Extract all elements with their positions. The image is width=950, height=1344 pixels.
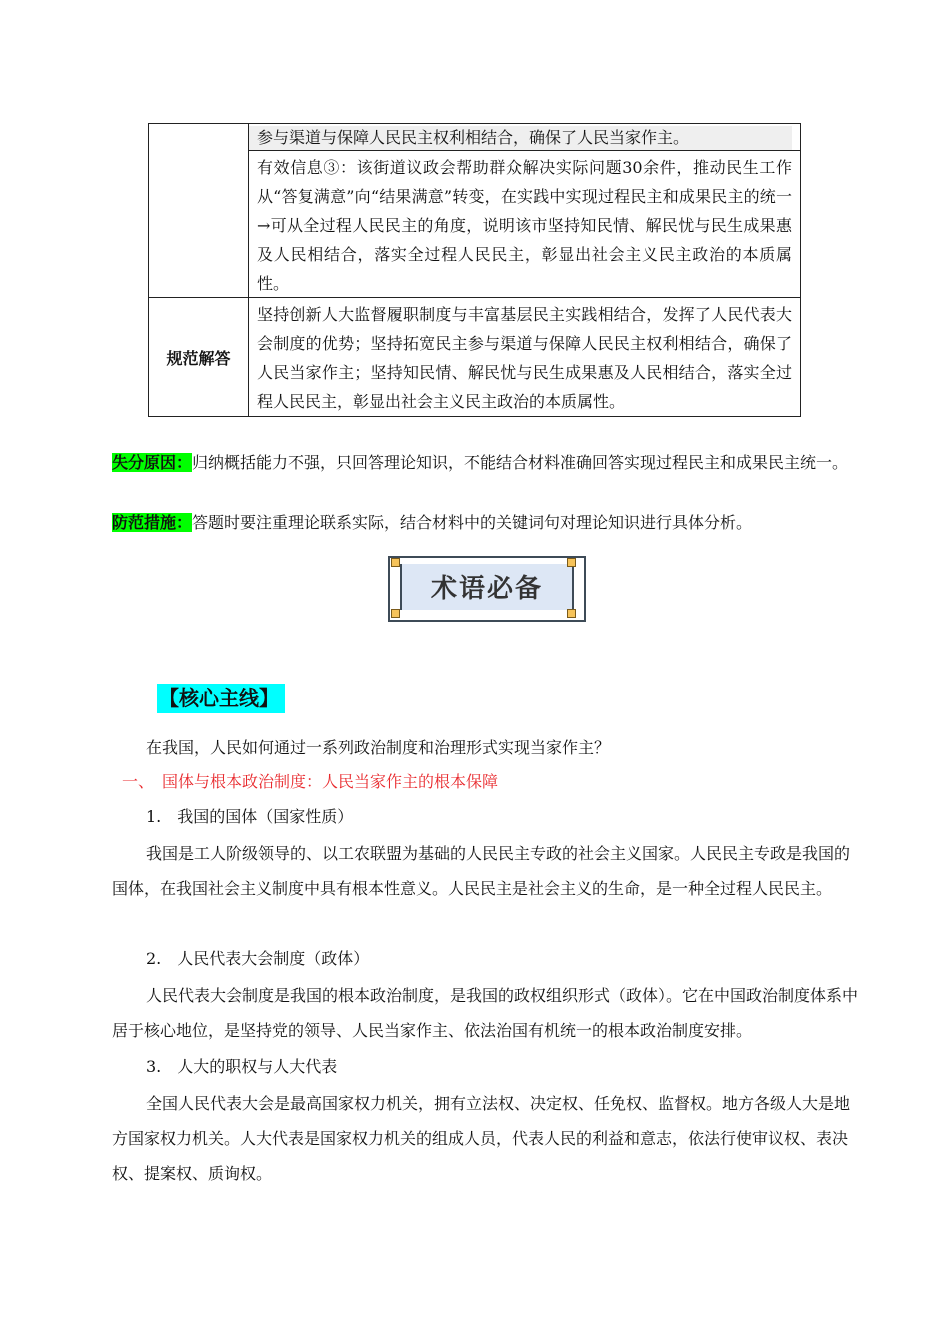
table-label: 规范解答	[149, 298, 249, 417]
prevention-paragraph	[112, 508, 864, 538]
table-cell	[249, 151, 801, 298]
table-cell-text: 参与渠道与保障人民民主权利相结合，确保了人民当家作主。	[249, 126, 792, 150]
item-text: 全国人民代表大会是最高国家权力机关，拥有立法权、决定权、任免权、监督权。地方各级人大是地方国家权力机关。人大代表是国家权力机关的组成人员，代表人民的利益和意志，依法行使审议权、表决权、提案权、质询权。	[112, 1094, 851, 1183]
item-title: 1. 我国的国体（国家性质）	[146, 807, 354, 826]
prevention-text: 答题时要注重理论联系实际，结合材料中的关键词句对理论知识进行具体分析。	[192, 513, 753, 532]
item-title: 3. 人大的职权与人大代表	[146, 1057, 338, 1076]
table-cell-text: 有效信息③：该街道议政会帮助群众解决实际问题30余件，推动民生工作从“答复满意”向“结果满意”转变，在实践中实现过程民主和成果民主的统一→可从全过程人民民主的角度，说明该市坚持知民情、解民忧与民生成果惠及人民相结合，落实全过程人民民主，彰显出社会主义民主政治的本质属性。	[257, 158, 792, 293]
table-row	[149, 298, 801, 417]
table-row	[149, 124, 801, 151]
core-mainline-heading: 【核心主线】	[157, 684, 285, 713]
table-cell-text: 坚持创新人大监督履职制度与丰富基层民主实践相结合，发挥了人民代表大会制度的优势；坚持拓宽民主参与渠道与保障人民民主权利相结合，确保了人民当家作主；坚持知民情、解民忧与民生成果惠及人民相结合，落实全过程人民民主，彰显出社会主义民主政治的本质属性。	[257, 305, 792, 411]
item-text: 我国是工人阶级领导的、以工农联盟为基础的人民民主专政的社会主义国家。人民民主专政是我国的国体，在我国社会主义制度中具有根本性意义。人民民主是社会主义的生命，是一种全过程人民民主。	[112, 844, 851, 898]
table-cell	[249, 124, 801, 151]
answer-table	[148, 123, 801, 417]
item-title: 2. 人民代表大会制度（政体）	[146, 949, 370, 968]
banner-title: 术语必备	[430, 574, 543, 604]
section-heading: 一、 国体与根本政治制度：人民当家作主的根本保障	[122, 772, 499, 791]
item-text: 人民代表大会制度是我国的根本政治制度，是我国的政权组织形式（政体）。它在中国政治制度体系中居于核心地位，是坚持党的领导、人民当家作主、依法治国有机统一的根本政治制度安排。	[112, 986, 859, 1040]
question-text: 在我国，人民如何通过一系列政治制度和治理形式实现当家作主？	[146, 738, 611, 757]
loss-reason-text: 归纳概括能力不强，只回答理论知识，不能结合材料准确回答实现过程民主和成果民主统一。	[192, 453, 849, 472]
table-cell	[249, 298, 801, 417]
loss-reason-label: 失分原因：	[112, 453, 193, 472]
prevention-label: 防范措施：	[112, 513, 193, 532]
loss-reason-paragraph	[112, 448, 864, 478]
table-label-empty	[149, 124, 249, 298]
term-banner	[388, 556, 586, 622]
